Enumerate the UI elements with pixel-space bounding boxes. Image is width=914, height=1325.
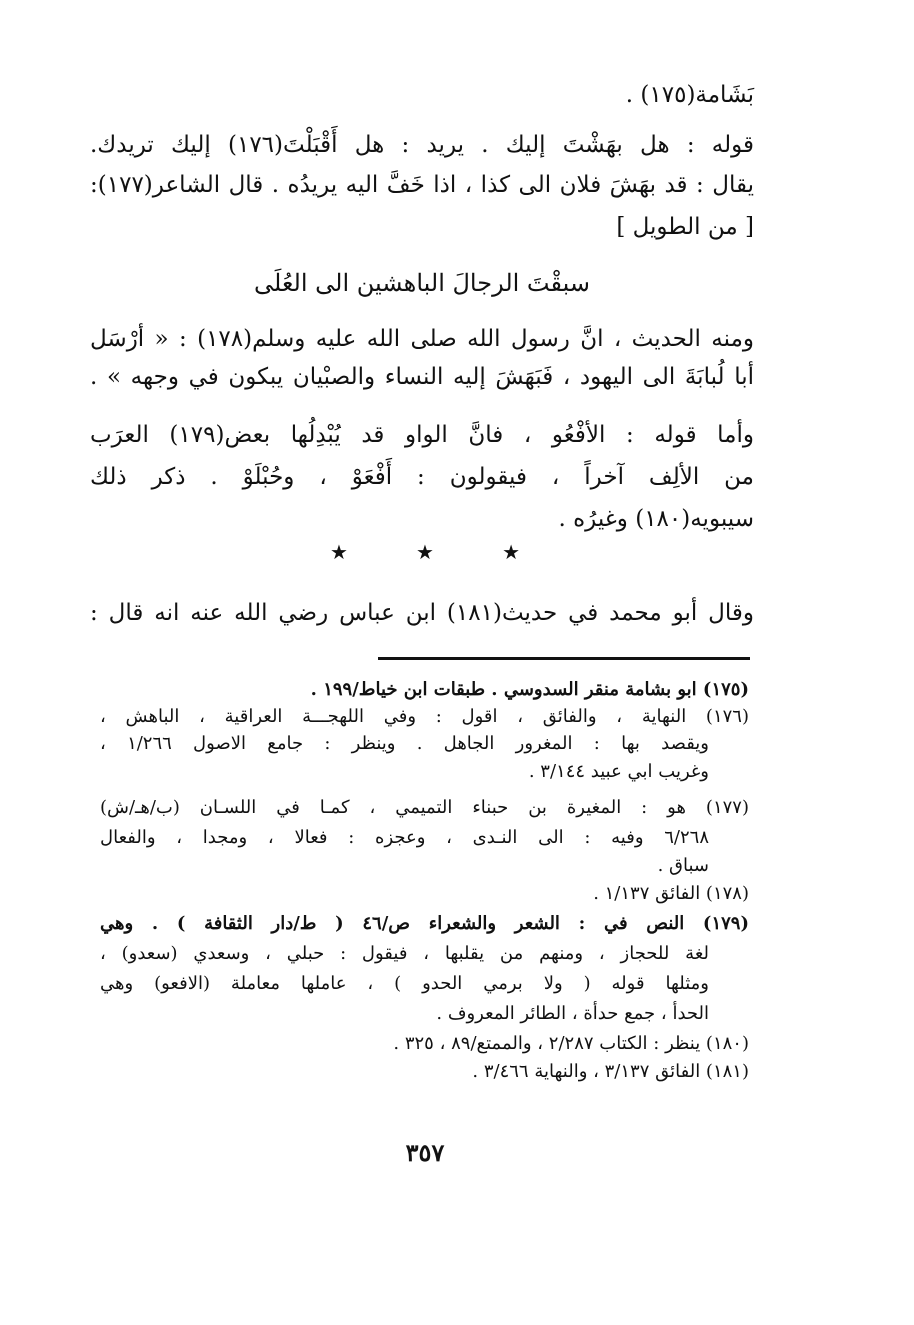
footnote-179-line-4: الحدأ ، جمع حدأة ، الطائر المعروف . (436, 1003, 709, 1024)
body-line-1: بَشَامة(١٧٥) . (625, 82, 754, 108)
footnote-179-line-3: ومثلها قوله ( ولا برمي الحدو ) ، عاملها معاملة (الافعو) وهي (100, 973, 709, 994)
footnote-179-line-1: (١٧٩) النص في : الشعر والشعراء ص/٤٦ ( ط/دار الثقافة ) . وهي (100, 913, 749, 934)
footnote-divider (378, 657, 750, 660)
page-number: ٣٥٧ (405, 1138, 445, 1167)
footnote-177-line-1: (١٧٧) هو : المغيرة بن حبناء التميمي ، كمـا في اللسـان (ب/هـ/ش) (100, 797, 749, 818)
body-line-6: ومنه الحديث ، انَّ رسول الله صلى الله عليه وسلم(١٧٨) : « أرْسَل (90, 326, 754, 352)
footnote-175: (١٧٥) ابو بشامة منقر السدوسي . طبقات ابن خياط/١٩٩ . (310, 679, 749, 700)
footnote-179-line-2: لغة للحجاز ، ومنهم من يقلبها ، فيقول : حبلي ، وسعدي (سعدو) ، (100, 943, 709, 964)
verse-line: سبقْتَ الرجالَ الباهشين الى العُلَى (254, 269, 590, 297)
body-line-9: من الألِف آخراً ، فيقولون : أَفْعَوْ ، وحُبْلَوْ . ذكر ذلك (90, 464, 754, 490)
star-icon: ★ (330, 540, 348, 564)
footnote-180: (١٨٠) ينظر : الكتاب ٢/٢٨٧ ، والممتع/٨٩ ، ٣٢٥ . (393, 1033, 749, 1054)
footnote-181: (١٨١) الفائق ٣/١٣٧ ، والنهاية ٣/٤٦٦ . (472, 1061, 749, 1082)
body-line-8: وأما قوله : الأفْعُو ، فانَّ الواو قد يُبْدِلُها بعض(١٧٩) العرَب (90, 422, 754, 448)
section-separator (330, 540, 520, 564)
footnote-177-line-2: ٦/٢٦٨ وفيه : الى النـدى ، وعجزه : فعالا ، ومجدا ، والفعال (100, 827, 709, 848)
star-icon: ★ (502, 540, 520, 564)
footnote-176-line-2: ويقصد بها : المغرور الجاهل . وينظر : جامع الاصول ١/٢٦٦ ، (100, 733, 710, 754)
body-line-2: قوله : هل بهَشْتَ إليك . يريد : هل أَقْبَلْتَ(١٧٦) إليك تريدك. (90, 132, 754, 158)
body-line-3: يقال : قد بهَشَ فلان الى كذا ، اذا خَفَّ اليه يريدُه . قال الشاعر(١٧٧): (90, 172, 754, 198)
footnote-176-line-1: (١٧٦) النهاية ، والفائق ، اقول : وفي اللهجـــة العراقية ، الباهش ، (100, 706, 749, 727)
footnote-176-line-3: وغريب ابي عبيد ٣/١٤٤ . (528, 761, 709, 782)
meter-label: [ من الطويل ] (616, 214, 754, 240)
star-icon: ★ (416, 540, 434, 564)
body-line-10: سيبويه(١٨٠) وغيرُه . (558, 506, 754, 532)
footnote-177-line-3: سباق . (657, 855, 709, 876)
footnote-178: (١٧٨) الفائق ١/١٣٧ . (593, 883, 749, 904)
body-line-7: أبا لُبابَةَ الى اليهود ، فَبَهَشَ إليه النساء والصبْيان يبكون في وجهه » . (90, 364, 754, 390)
body-line-11: وقال أبو محمد في حديث(١٨١) ابن عباس رضي الله عنه انه قال : (90, 600, 754, 626)
